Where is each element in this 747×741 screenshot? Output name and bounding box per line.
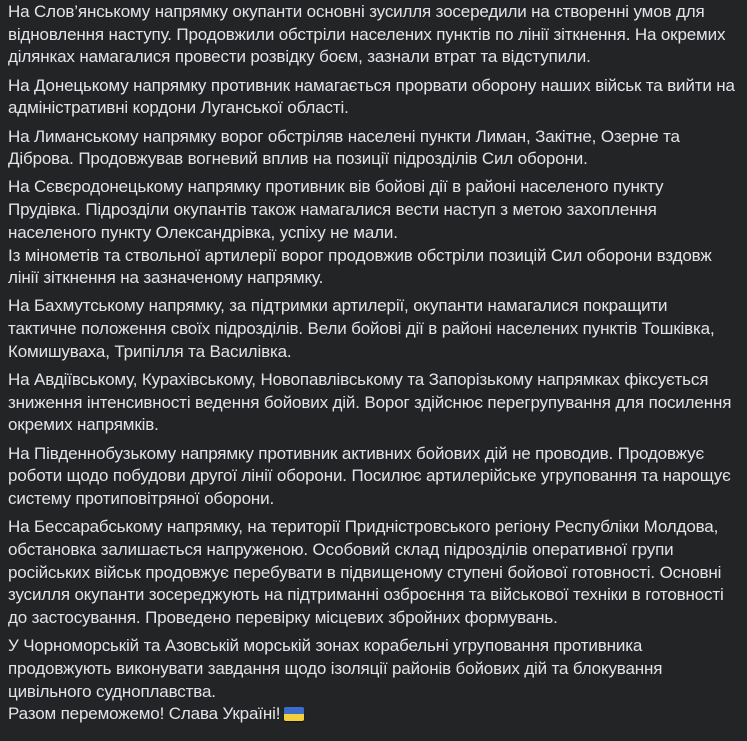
paragraph-sievierodonetsk-direction: На Сєвєродонецькому напрямку противник вів бойові дії в районі населеного пункту Прудівка. Підрозділи окупантів також намагалися вести наступ з метою захоплення населеного пункту Олександрівка, успіху не мали. bbox=[8, 177, 664, 242]
victory-slogan-text: Разом переможемо! Слава Україні! bbox=[8, 704, 281, 724]
ukraine-flag-icon bbox=[284, 707, 304, 721]
paragraph-avdiivka-zaporizhzhia-directions: На Авдіївському, Курахівському, Новопавлівському та Запорізькому напрямках фіксується зниження інтенсивності ведення бойових дій. Ворог здійснює перегрупування для посилення окремих напрямків. bbox=[8, 370, 732, 435]
paragraph-victory-slogan bbox=[8, 703, 738, 726]
paragraph-black-azov-sea-zones: У Чорноморській та Азовській морській зонах корабельні угруповання противника продовжують виконувати завдання щодо ізоляції районів бойових дій та блокування цивільного судноплавства. bbox=[8, 636, 663, 701]
paragraph-donetsk-direction: На Донецькому напрямку противник намагається прорвати оборону наших військ та вийти на адміністративні кордони Луганської області. bbox=[8, 75, 735, 118]
paragraph-sloviansk-direction: На Слов’янському напрямку окупанти основні зусилля зосередили на створенні умов для відновлення наступу. Продовжили обстріли населених пунктів по лінії зіткнення. На окремих ділянках намагалися провести розвідку боєм, зазнали втрат та відступили. bbox=[8, 2, 726, 67]
paragraph-pivdennobuzkyi-direction: На Південнобузькому напрямку противник активних бойових дій не проводив. Продовжує роботи щодо побудови другої лінії оборони. Посилює артилерійське угруповання та нарощує систему протиповітряної оборони. bbox=[8, 443, 731, 509]
paragraph-bakhmut-direction: На Бахмутському напрямку, за підтримки артилерії, окупанти намагалися покращити тактичне положення своїх підрозділів. Вели бойові дії в районі населених пунктів Тошківка, Комишуваха, Трипілля та Василівка. bbox=[8, 296, 715, 361]
paragraph-bessarabia-direction: На Бессарабському напрямку, на території Придністровського регіону Республіки Молдова, обстановка залишається напруженою. Особовий склад підрозділів оперативної групи російських військ продовжує перебувати в підвищеному ступені бойової готовності. Основні зусилля окупанти зосереджують на підтриманні озброєння та військової техніки в готовності до застосування. Проведено перевірку місцевих збройних формувань. bbox=[8, 517, 724, 628]
paragraph-artillery-shelling: Із мінометів та ствольної артилерії ворог продовжив обстріли позицій Сил оборони вздовж лінії зіткнення на зазначеному напрямку. bbox=[8, 245, 712, 288]
paragraph-lyman-direction: На Лиманському напрямку ворог обстріляв населені пункти Лиман, Закітне, Озерне та Діброва. Продовжував вогневий вплив на позиції підрозділів Сил оборони. bbox=[8, 126, 680, 169]
